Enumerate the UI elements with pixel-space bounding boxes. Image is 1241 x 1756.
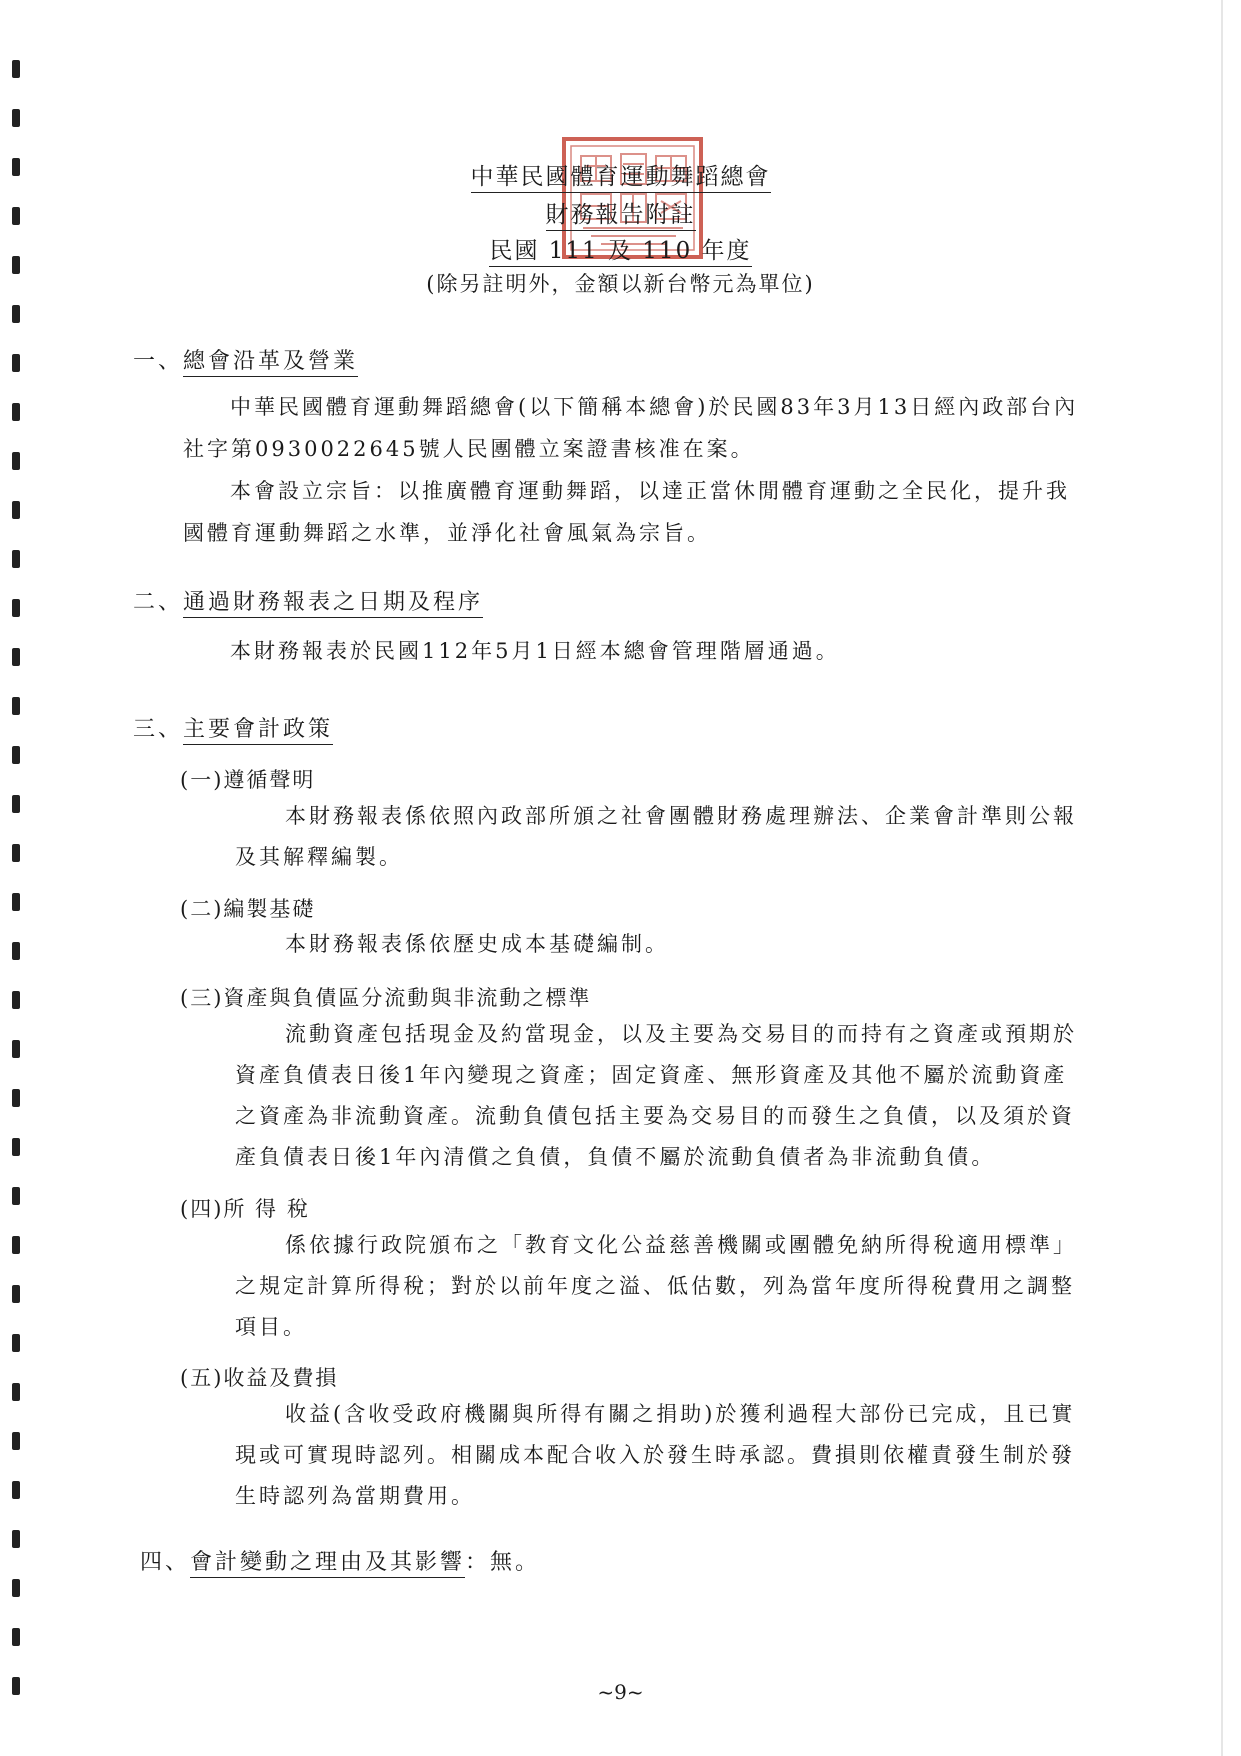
section-3-heading <box>133 712 333 743</box>
org-name-text: 中華民國體育運動舞蹈總會 <box>471 164 771 193</box>
binding-hole <box>12 1579 20 1597</box>
s3-e-title: (五)收益及費損 <box>180 1366 339 1390</box>
binding-hole <box>12 1187 20 1205</box>
s3-e-line1: 收益(含收受政府機關與所得有關之捐助)於獲利過程大部份已完成，且已實 <box>285 1402 1076 1426</box>
binding-hole <box>12 1383 20 1401</box>
section-2-number: 二、 <box>133 590 184 615</box>
s3-d-line1: 係依據行政院頒布之「教育文化公益慈善機關或團體免納所得稅適用標準」 <box>285 1233 1077 1257</box>
binding-hole <box>12 991 20 1009</box>
binding-hole <box>12 452 20 470</box>
section-2-heading <box>133 585 483 616</box>
report-title <box>0 196 1241 229</box>
binding-hole <box>12 1089 20 1107</box>
binding-hole <box>12 599 20 617</box>
section-1-number: 一、 <box>133 349 184 374</box>
binding-hole <box>12 354 20 372</box>
s3-b-line1: 本財務報表係依歷史成本基礎編制。 <box>285 932 669 956</box>
binding-hole <box>12 844 20 862</box>
s3-c-line1: 流動資產包括現金及約當現金，以及主要為交易目的而持有之資產或預期於 <box>285 1022 1077 1046</box>
unit-note: (除另註明外，金額以新台幣元為單位) <box>426 272 815 296</box>
report-period <box>0 232 1241 265</box>
page-number: ~9~ <box>597 1680 644 1704</box>
binding-hole <box>12 697 20 715</box>
s1-p2-line2: 國體育運動舞蹈之水準，並淨化社會風氣為宗旨。 <box>183 521 711 545</box>
s3-d-line2: 之規定計算所得稅；對於以前年度之溢、低估數，列為當年度所得稅費用之調整 <box>235 1274 1075 1298</box>
s1-p1-line1: 中華民國體育運動舞蹈總會(以下簡稱本總會)於民國83年3月13日經內政部台內 <box>230 395 1079 419</box>
binding-hole <box>12 305 20 323</box>
binding-holes <box>6 60 26 1740</box>
binding-hole <box>12 1138 20 1156</box>
binding-hole <box>12 1334 20 1352</box>
s3-e-line3: 生時認列為當期費用。 <box>235 1484 475 1508</box>
binding-hole <box>12 403 20 421</box>
s3-b-title: (二)編製基礎 <box>180 897 316 921</box>
section-1-title: 總會沿革及營業 <box>183 349 358 377</box>
s2-p1-line1: 本財務報表於民國112年5月1日經本總會管理階層通過。 <box>230 639 840 663</box>
binding-hole <box>12 109 20 127</box>
section-3-number: 三、 <box>133 717 184 742</box>
s1-p1-line2: 社字第0930022645號人民團體立案證書核准在案。 <box>183 437 755 461</box>
binding-hole <box>12 1236 20 1254</box>
s3-a-title: (一)遵循聲明 <box>180 768 316 792</box>
binding-hole <box>12 1628 20 1646</box>
s3-d-line3: 項目。 <box>235 1315 307 1339</box>
section-3-title: 主要會計政策 <box>183 717 333 745</box>
section-4-heading <box>140 1545 540 1576</box>
binding-hole <box>12 1481 20 1499</box>
binding-hole <box>12 1040 20 1058</box>
binding-hole <box>12 60 20 78</box>
org-name <box>0 158 1241 191</box>
binding-hole <box>12 942 20 960</box>
s3-d-title: (四)所 得 稅 <box>180 1197 310 1221</box>
s3-e-line2: 現或可實現時認列。相關成本配合收入於發生時承認。費損則依權責發生制於發 <box>235 1443 1075 1467</box>
s3-c-line4: 產負債表日後1年內清償之負債，負債不屬於流動負債者為非流動負債。 <box>235 1145 996 1169</box>
report-title-text: 財務報告附註 <box>546 202 696 231</box>
s3-c-title: (三)資產與負債區分流動與非流動之標準 <box>180 986 592 1010</box>
binding-hole <box>12 648 20 666</box>
binding-hole <box>12 1285 20 1303</box>
binding-hole <box>12 501 20 519</box>
binding-hole <box>12 893 20 911</box>
binding-hole <box>12 795 20 813</box>
s3-c-line3: 之資產為非流動資產。流動負債包括主要為交易目的而發生之負債，以及須於資 <box>235 1104 1075 1128</box>
binding-hole <box>12 746 20 764</box>
binding-hole <box>12 550 20 568</box>
s3-a-line1: 本財務報表係依照內政部所頒之社會團體財務處理辦法、企業會計準則公報 <box>285 804 1077 828</box>
s3-c-line2: 資產負債表日後1年內變現之資產；固定資產、無形資產及其他不屬於流動資產 <box>235 1063 1068 1087</box>
section-1-heading <box>133 344 358 375</box>
section-4-title: 會計變動之理由及其影響 <box>190 1550 465 1578</box>
binding-hole <box>12 1432 20 1450</box>
s1-p2-line1: 本會設立宗旨：以推廣體育運動舞蹈，以達正當休閒體育運動之全民化，提升我 <box>230 479 1070 503</box>
section-2-title: 通過財務報表之日期及程序 <box>183 590 483 618</box>
report-period-text: 民國 111 及 110 年度 <box>489 238 751 267</box>
s3-a-line2: 及其解釋編製。 <box>235 845 403 869</box>
section-4-tail: ：無。 <box>465 1550 541 1575</box>
section-4-number: 四、 <box>140 1550 191 1575</box>
binding-hole <box>12 1530 20 1548</box>
